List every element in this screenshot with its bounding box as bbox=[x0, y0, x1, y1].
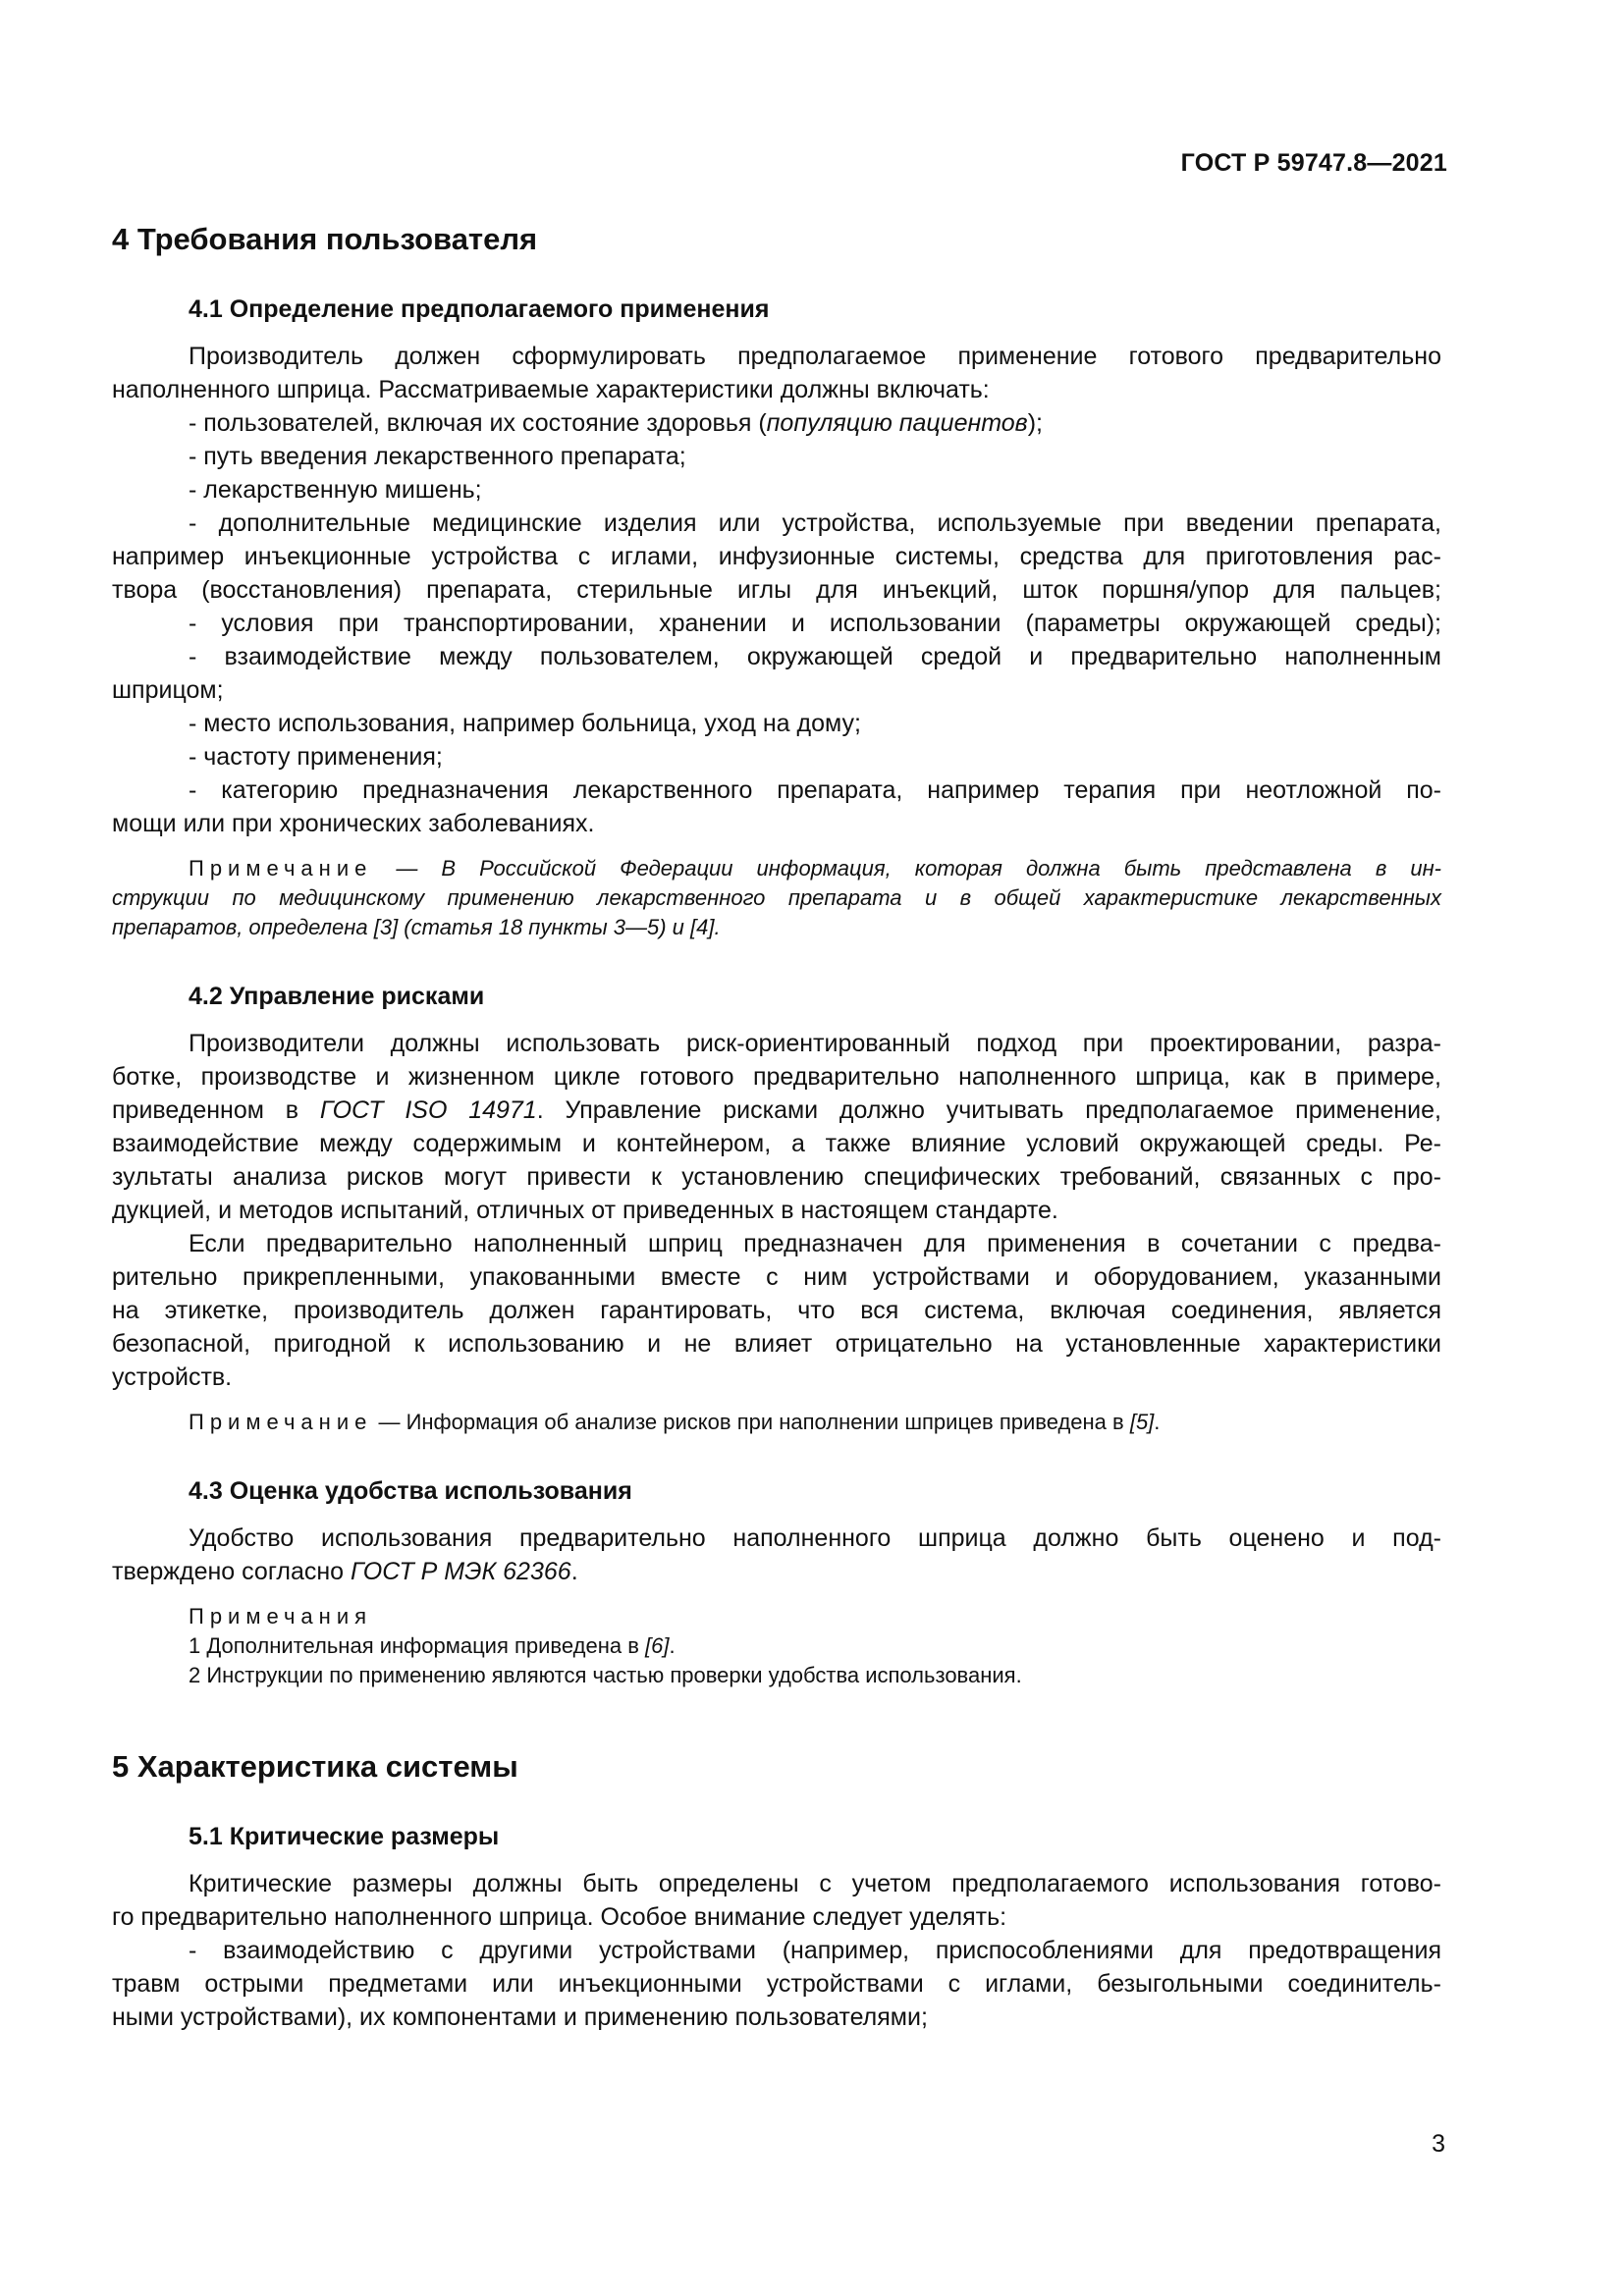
note-4-2: Примечание — Информация об анализе рисков при наполнении шприцев приведена в [5]. bbox=[189, 1410, 1161, 1434]
paragraph-line: ботке, производстве и жизненном цикле готового предварительно наполненного шприца, как в примере, bbox=[112, 1063, 1441, 1091]
list-item: - место использования, например больница, уход на дому; bbox=[189, 710, 861, 737]
page-content bbox=[112, 220, 1441, 2034]
notes-label: Примечания bbox=[189, 1604, 373, 1629]
list-item: - дополнительные медицинские изделия или устройства, используемые при введении препарата, bbox=[189, 509, 1441, 537]
list-item: - взаимодействию с другими устройствами (например, приспособлениями для предотвращения bbox=[189, 1937, 1441, 1964]
list-item-continuation: шприцом; bbox=[112, 676, 224, 704]
list-item-continuation: твора (восстановления) препарата, стерильные иглы для инъекций, шток поршня/упор для пальцев; bbox=[112, 576, 1441, 604]
list-item: - пользователей, включая их состояние здоровья (популяцию пациентов); bbox=[189, 409, 1044, 437]
subsection-4-2-title: 4.2 Управление рисками bbox=[189, 983, 485, 1010]
paragraph-line: на этикетке, производитель должен гарантировать, что вся система, включая соединения, является bbox=[112, 1297, 1441, 1324]
paragraph-line: го предварительно наполненного шприца. Особое внимание следует уделять: bbox=[112, 1903, 1007, 1931]
subsection-5-1-title: 5.1 Критические размеры bbox=[189, 1823, 500, 1850]
section-5-title: 5 Характеристика системы bbox=[112, 1749, 518, 1784]
list-item: - путь введения лекарственного препарата; bbox=[189, 443, 686, 470]
paragraph-line: Производители должны использовать риск-ориентированный подход при проектировании, разра- bbox=[189, 1030, 1441, 1057]
note-line: струкции по медицинскому применению лекарственного препарата и в общей характеристике лекарственных bbox=[112, 885, 1441, 910]
note-item: 2 Инструкции по применению являются частью проверки удобства использования. bbox=[189, 1663, 1022, 1687]
section-4-title: 4 Требования пользователя bbox=[112, 222, 538, 256]
note-label: Примечание bbox=[189, 1410, 373, 1434]
paragraph-line: устройств. bbox=[112, 1363, 233, 1391]
paragraph-line: тверждено согласно ГОСТ Р МЭК 62366. bbox=[112, 1558, 578, 1585]
paragraph-line: зультаты анализа рисков могут привести к установлению специфических требований, связанных с про- bbox=[112, 1163, 1441, 1191]
note-item: 1 Дополнительная информация приведена в [6]. bbox=[189, 1633, 676, 1658]
list-item: - категорию предназначения лекарственного препарата, например терапия при неотложной по- bbox=[189, 776, 1441, 804]
notes-4-3 bbox=[189, 1602, 1441, 1690]
list-item: - взаимодействие между пользователем, окружающей средой и предварительно наполненным bbox=[189, 643, 1441, 670]
page-number: 3 bbox=[1432, 2130, 1445, 2158]
subsection-4-3-body bbox=[112, 1522, 1441, 1690]
paragraph-line: Удобство использования предварительно наполненного шприца должно быть оценено и под- bbox=[189, 1524, 1441, 1552]
list-item-continuation: например инъекционные устройства с иглами, инфузионные системы, средства для приготовления рас- bbox=[112, 543, 1441, 570]
subsection-5-1-body bbox=[112, 1867, 1441, 2034]
paragraph-line: рительно прикрепленными, упакованными вместе с ним устройствами и оборудованием, указанными bbox=[112, 1263, 1441, 1291]
list-item-continuation: ными устройствами), их компонентами и применению пользователями; bbox=[112, 2003, 928, 2031]
paragraph-line: Критические размеры должны быть определены с учетом предполагаемого использования готово- bbox=[189, 1870, 1441, 1897]
subsection-4-1-body bbox=[112, 340, 1441, 942]
paragraph-line: взаимодействие между содержимым и контейнером, а также влияние условий окружающей среды. Ре- bbox=[112, 1130, 1441, 1157]
note-line: препаратов, определена [3] (статья 18 пункты 3—5) и [4]. bbox=[112, 915, 721, 939]
note-4-1: Примечание — В Российской Федерации информация, которая должна быть представлена в ин- струкции по медицинскому применению лекарственного препарата и в общей характеристике лекарственных препаратов, определена [3] (статья 18 пункты 3—5) и [4]. bbox=[112, 856, 1441, 939]
subsection-4-2-body bbox=[112, 1027, 1441, 1437]
list-item: - частоту применения; bbox=[189, 743, 443, 771]
paragraph-line: наполненного шприца. Рассматриваемые характеристики должны включать: bbox=[112, 376, 990, 403]
list-item-continuation: мощи или при хронических заболеваниях. bbox=[112, 810, 595, 837]
subsection-4-1-title: 4.1 Определение предполагаемого применения bbox=[189, 295, 770, 323]
note-label: Примечание bbox=[189, 856, 373, 881]
list-item-continuation: травм острыми предметами или инъекционными устройствами с иглами, безыгольными соединитель- bbox=[112, 1970, 1441, 1998]
paragraph-line: Если предварительно наполненный шприц предназначен для применения в сочетании с предва- bbox=[189, 1230, 1441, 1257]
paragraph-line: дукцией, и методов испытаний, отличных от приведенных в настоящем стандарте. bbox=[112, 1197, 1058, 1224]
paragraph-line: Производитель должен сформулировать предполагаемое применение готового предварительно bbox=[189, 343, 1441, 370]
paragraph-line: безопасной, пригодной к использованию и не влияет отрицательно на установленные характеристики bbox=[112, 1330, 1441, 1358]
paragraph-line: приведенном в ГОСТ ISO 14971. Управление рисками должно учитывать предполагаемое применение, bbox=[112, 1096, 1441, 1124]
list-item: - лекарственную мишень; bbox=[189, 476, 482, 504]
document-code-header: ГОСТ Р 59747.8—2021 bbox=[1180, 149, 1447, 177]
list-item: - условия при транспортировании, хранении и использовании (параметры окружающей среды); bbox=[189, 610, 1441, 637]
subsection-4-3-title: 4.3 Оценка удобства использования bbox=[189, 1477, 632, 1505]
